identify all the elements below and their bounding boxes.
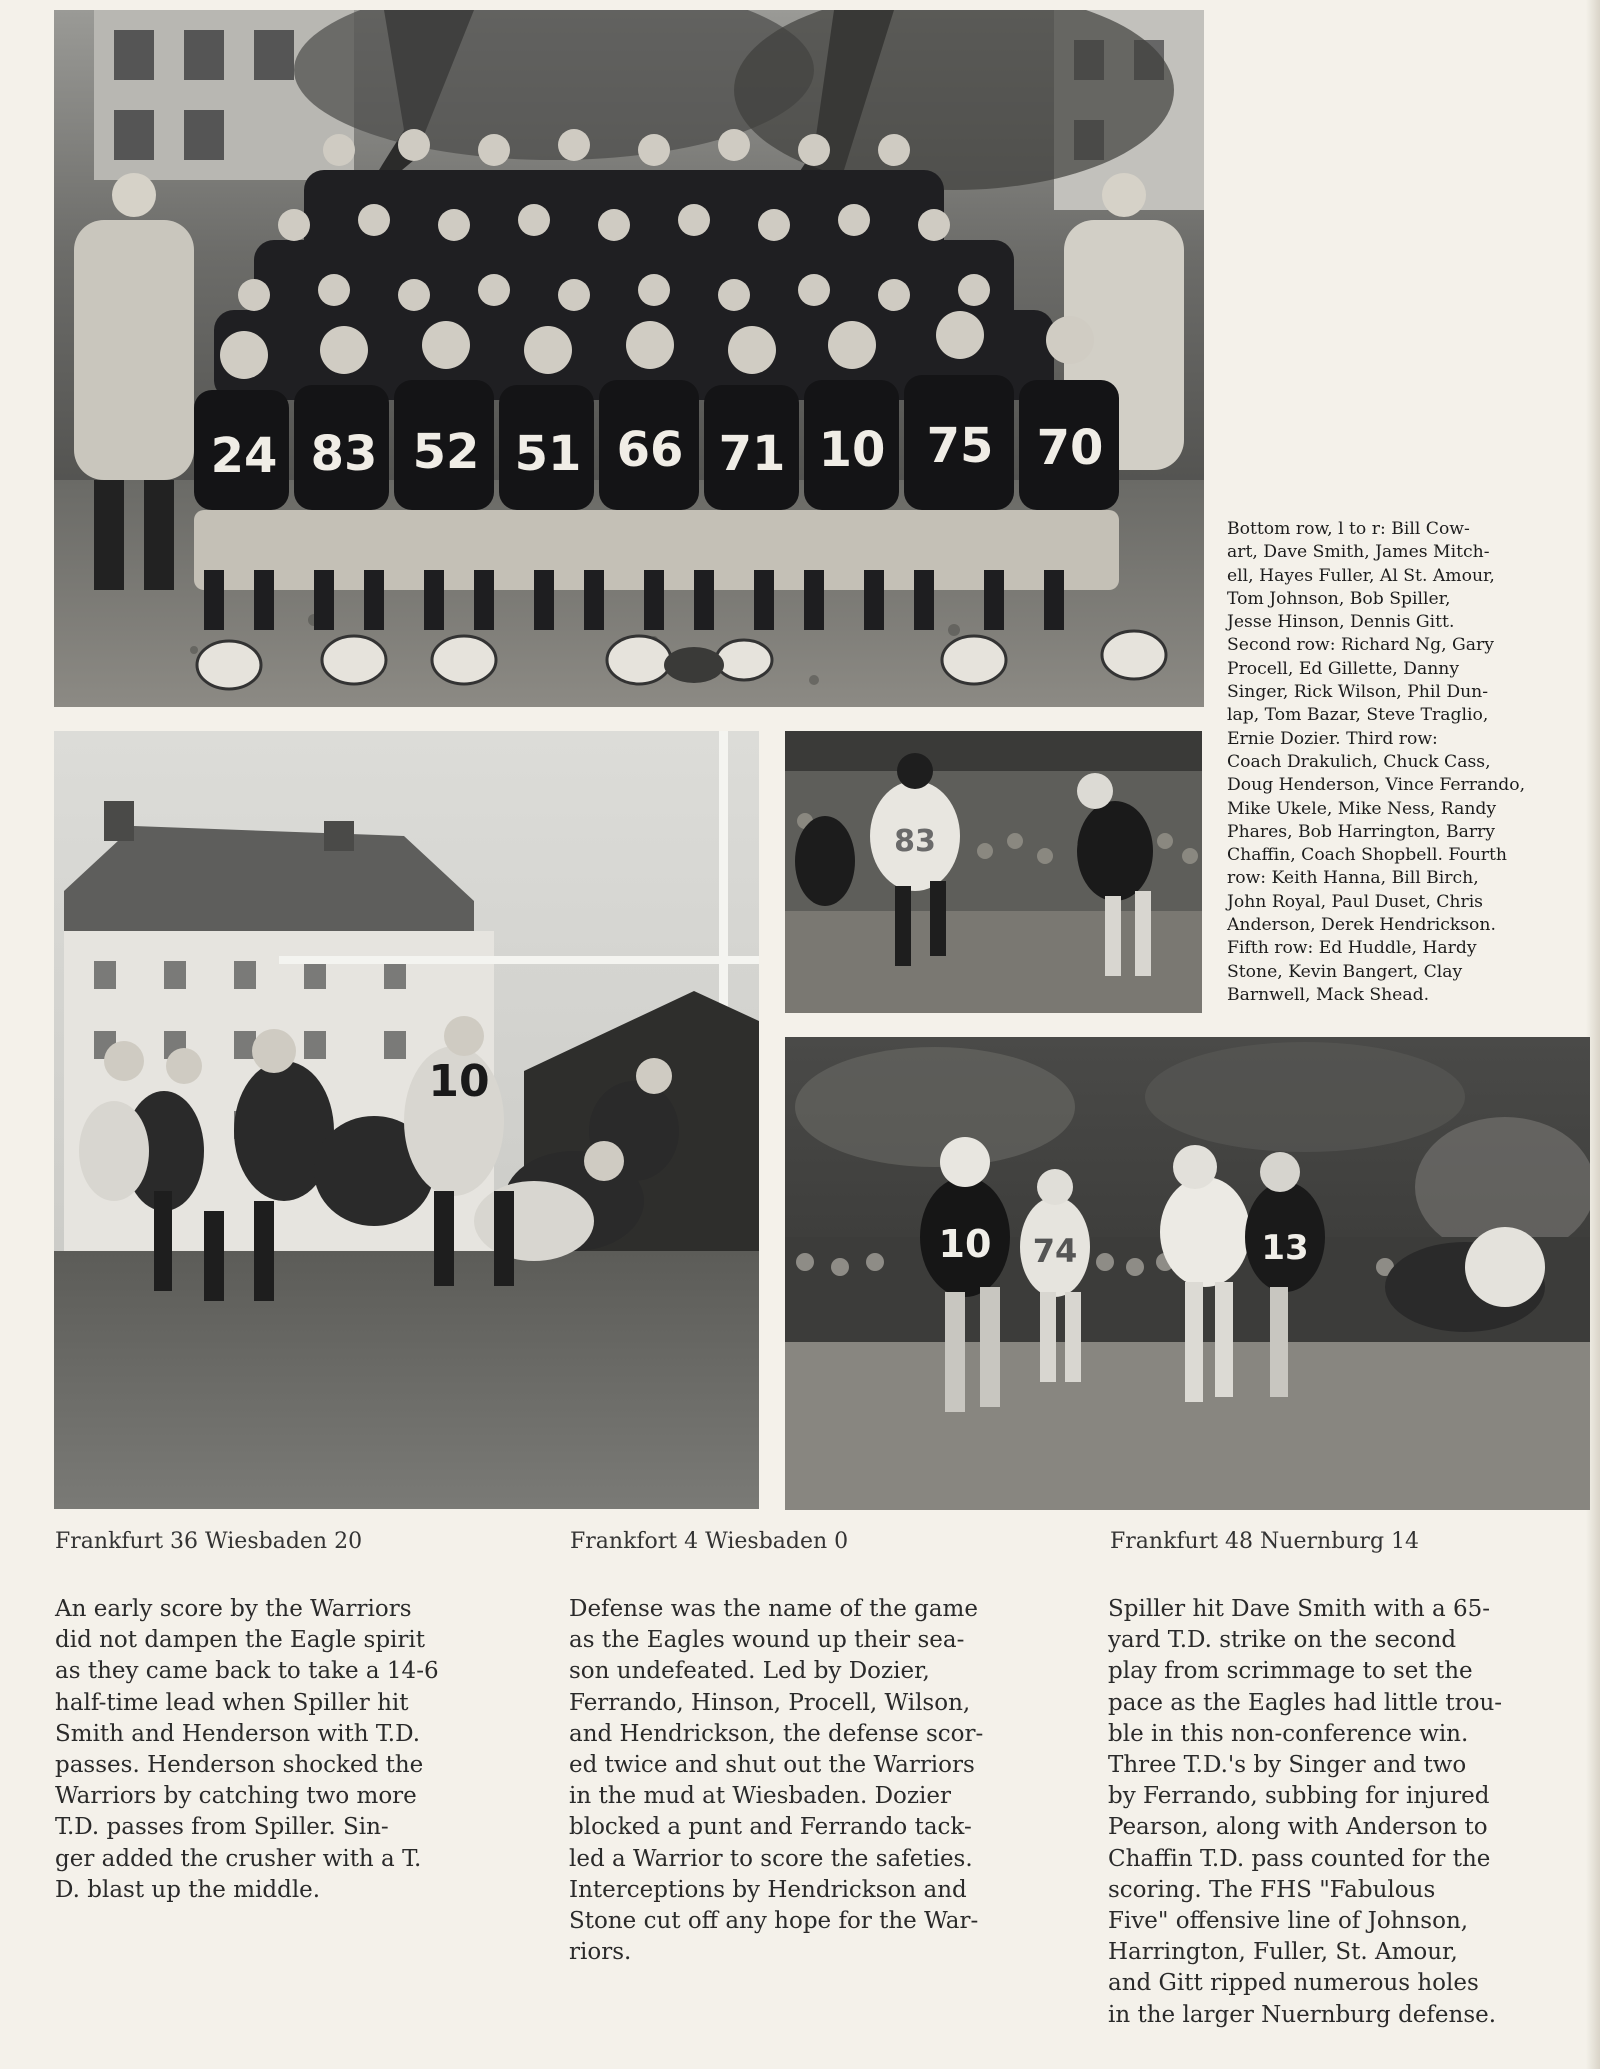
jersey-number: 51 [514,426,582,482]
caption-line: Coach Drakulich, Chuck Cass, [1227,751,1491,772]
game-story [1108,1594,1588,2031]
story-line: by Ferrando, subbing for injured [1108,1783,1490,1810]
caption-line: Second row: Richard Ng, Gary [1227,635,1494,656]
jersey-number: 74 [1032,1232,1078,1270]
game-headline: Frankfurt 36 Wiesbaden 20 [55,1529,363,1554]
story-line: Harrington, Fuller, St. Amour, [1108,1939,1458,1966]
story-line: play from scrimmage to set the [1108,1658,1473,1685]
caption-line: Anderson, Derek Hendrickson. [1227,915,1496,936]
story-line: Interceptions by Hendrickson and [569,1876,967,1903]
story-line: led a Warrior to score the safeties. [569,1845,973,1872]
story-line: ble in this non-conference win. [1108,1720,1469,1747]
story-line: Smith and Henderson with T.D. [55,1720,421,1747]
caption-line: Procell, Ed Gillette, Danny [1227,658,1460,679]
jersey-number: 52 [412,424,480,480]
story-line: Warriors by catching two more [55,1783,417,1810]
caption-line: ell, Hayes Fuller, Al St. Amour, [1227,565,1495,586]
story-line: in the larger Nuernburg defense. [1108,2001,1497,2028]
caption-line: Bottom row, l to r: Bill Cow- [1227,519,1470,539]
story-line: did not dampen the Eagle spirit [55,1627,425,1654]
caption-line: Chaffin, Coach Shopbell. Fourth [1227,845,1507,866]
story-line: Ferrando, Hinson, Procell, Wilson, [569,1689,971,1716]
jersey-number: 10 [818,422,886,478]
jersey-number: 71 [718,426,786,482]
jersey-number: 10 [428,1056,490,1107]
caption-line: art, Dave Smith, James Mitch- [1227,542,1490,563]
caption-line: Stone, Kevin Bangert, Clay [1227,961,1463,982]
jersey-number: 13 [1261,1228,1309,1268]
jersey-number: 83 [894,824,936,859]
page-edge [1586,0,1600,2069]
story-line: passes. Henderson shocked the [55,1752,424,1779]
story-line: riors. [569,1939,632,1966]
caption-line: John Royal, Paul Duset, Chris [1227,891,1484,912]
story-line: as the Eagles wound up their sea- [569,1627,965,1654]
jersey-number: 66 [616,422,684,478]
jersey-number: 75 [926,418,994,474]
caption-line: Phares, Bob Harrington, Barry [1227,821,1495,842]
jersey-number: 24 [210,428,278,484]
story-line: An early score by the Warriors [55,1596,412,1622]
caption-line: Doug Henderson, Vince Ferrando, [1227,775,1526,796]
game-photo-runner [785,731,1202,1013]
team-photo-caption [1227,518,1599,1007]
story-line: Defense was the name of the game [569,1596,978,1622]
caption-line: Jesse Hinson, Dennis Gitt. [1227,612,1455,633]
story-line: in the mud at Wiesbaden. Dozier [569,1783,951,1810]
story-line: Pearson, along with Anderson to [1108,1814,1488,1841]
story-line: son undefeated. Led by Dozier, [569,1658,930,1685]
caption-line: Fifth row: Ed Huddle, Hardy [1227,938,1477,959]
story-line: Stone cut off any hope for the War- [569,1908,979,1935]
story-line: Five" offensive line of Johnson, [1108,1908,1469,1935]
team-photo [54,10,1204,707]
jersey-number: 83 [310,426,378,482]
story-line: ed twice and shut out the Warriors [569,1752,975,1779]
story-line: blocked a punt and Ferrando tack- [569,1814,972,1841]
story-line: Three T.D.'s by Singer and two [1108,1752,1467,1779]
game-story [55,1594,515,1906]
story-line: D. blast up the middle. [55,1876,321,1903]
game-story [569,1594,1069,1968]
story-line: and Hendrickson, the defense scor- [569,1720,984,1747]
jersey-number: 70 [1036,420,1104,476]
game-photo-goalposts [54,731,759,1509]
story-line: yard T.D. strike on the second [1108,1627,1457,1654]
jersey-number: 10 [938,1222,992,1266]
story-line: T.D. passes from Spiller. Sin- [55,1814,389,1841]
caption-line: Singer, Rick Wilson, Phil Dun- [1227,682,1489,703]
story-line: and Gitt ripped numerous holes [1108,1970,1479,1997]
caption-line: lap, Tom Bazar, Steve Traglio, [1227,705,1489,726]
story-line: Spiller hit Dave Smith with a 65- [1108,1596,1491,1622]
game-headline: Frankfurt 48 Nuernburg 14 [1110,1529,1420,1554]
story-line: scoring. The FHS "Fabulous [1108,1876,1436,1903]
caption-line: row: Keith Hanna, Bill Birch, [1227,868,1479,889]
story-line: ger added the crusher with a T. [55,1845,422,1872]
caption-line: Mike Ukele, Mike Ness, Randy [1227,798,1497,819]
story-line: as they came back to take a 14-6 [55,1658,439,1685]
story-line: pace as the Eagles had little trou- [1108,1689,1503,1716]
game-photo-quarterback [785,1037,1590,1510]
caption-line: Barnwell, Mack Shead. [1227,984,1430,1005]
caption-line: Ernie Dozier. Third row: [1227,728,1438,749]
game-headline: Frankfort 4 Wiesbaden 0 [570,1529,849,1554]
story-line: half-time lead when Spiller hit [55,1689,409,1716]
caption-line: Tom Johnson, Bob Spiller, [1227,588,1451,609]
story-line: Chaffin T.D. pass counted for the [1108,1845,1491,1872]
